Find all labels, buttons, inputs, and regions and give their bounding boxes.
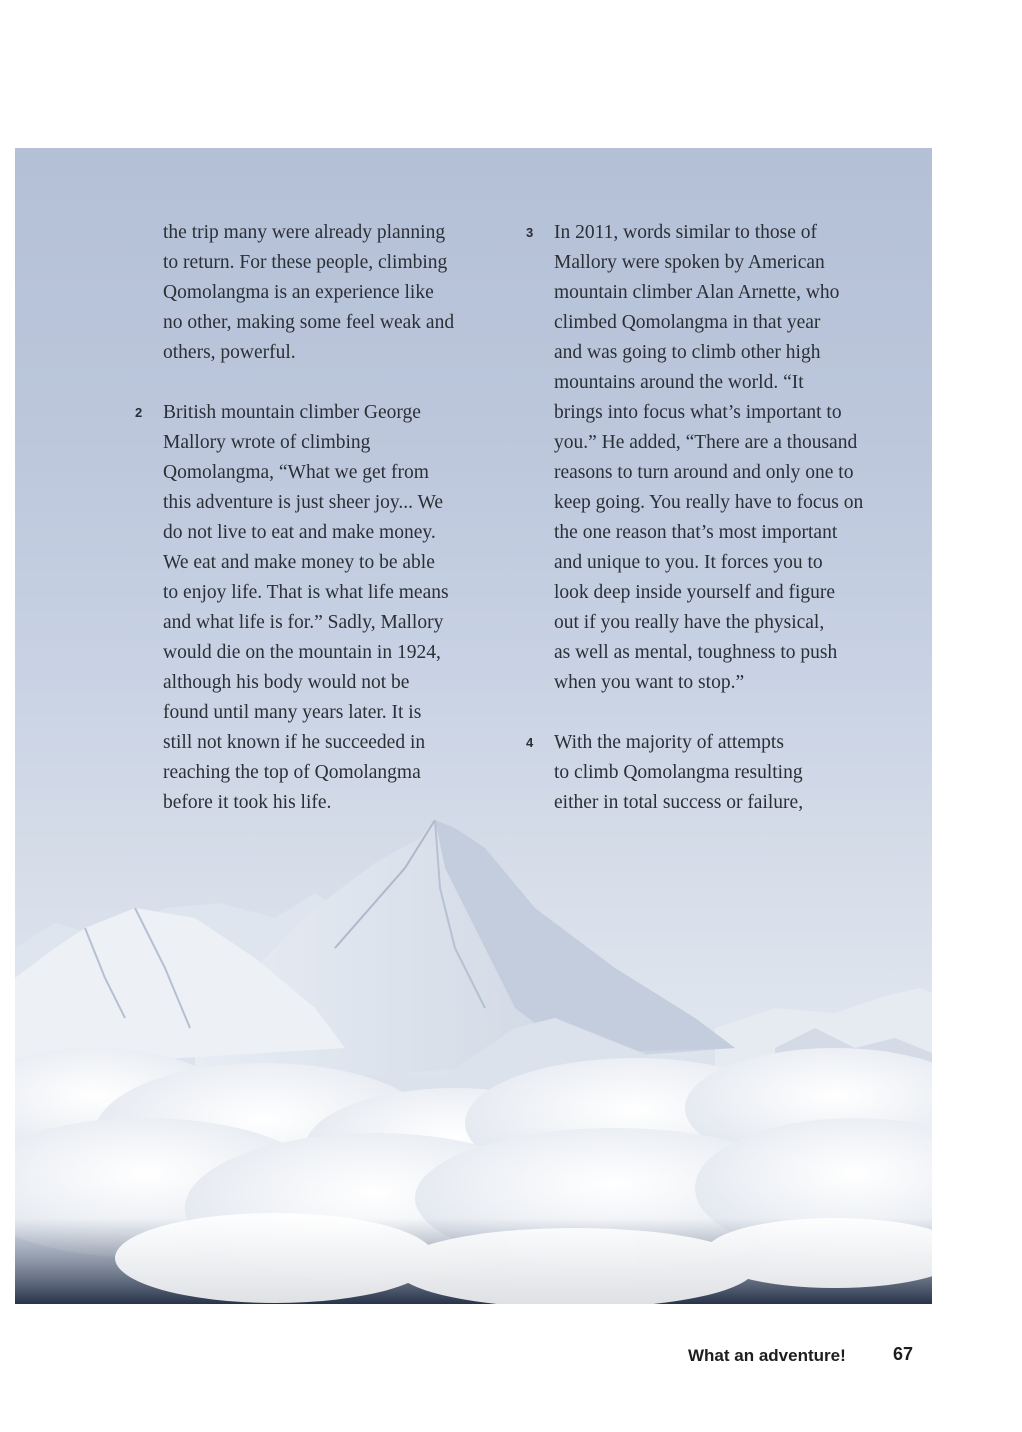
paragraph-number: 4 (526, 735, 534, 750)
paragraph-line: before it took his life. (163, 792, 332, 813)
paragraph-line: others, powerful. (163, 342, 296, 363)
paragraph-line: although his body would not be (163, 672, 410, 693)
paragraph-line: With the majority of attempts (554, 732, 784, 753)
paragraph-line: to climb Qomolangma resulting (554, 762, 803, 783)
paragraph-line: the one reason that’s most important (554, 522, 838, 543)
paragraph (163, 218, 513, 368)
paragraph-line: brings into focus what’s important to (554, 402, 842, 423)
paragraph-line: either in total success or failure, (554, 792, 804, 813)
page-number: 67 (893, 1344, 914, 1364)
paragraph (135, 398, 513, 818)
paragraph-line: to return. For these people, climbing (163, 252, 448, 273)
paragraph-line: do not live to eat and make money. (163, 522, 436, 543)
paragraph-line: the trip many were already planning (163, 222, 446, 243)
paragraph-line: reasons to turn around and only one to (554, 462, 854, 483)
paragraph-line: Mallory wrote of climbing (163, 432, 371, 453)
paragraph-line: climbed Qomolangma in that year (554, 312, 821, 333)
paragraph-line: as well as mental, toughness to push (554, 642, 838, 663)
paragraph-line: Mallory were spoken by American (554, 252, 825, 273)
paragraph-line: and unique to you. It forces you to (554, 552, 823, 573)
paragraph-line: out if you really have the physical, (554, 612, 825, 633)
paragraph-line: In 2011, words similar to those of (554, 222, 818, 243)
paragraph-line: no other, making some feel weak and (163, 312, 455, 333)
paragraph-line: reaching the top of Qomolangma (163, 762, 421, 783)
paragraph (526, 218, 904, 698)
paragraph-line: you.” He added, “There are a thousand (554, 432, 858, 453)
right-column (526, 218, 904, 848)
paragraph-line: still not known if he succeeded in (163, 732, 426, 753)
paragraph-line: We eat and make money to be able (163, 552, 435, 573)
paragraph-line: keep going. You really have to focus on (554, 492, 864, 513)
paragraph-line: mountains around the world. “It (554, 372, 804, 393)
paragraph-line: and what life is for.” Sadly, Mallory (163, 612, 444, 633)
paragraph-line: and was going to climb other high (554, 342, 821, 363)
paragraph-line: mountain climber Alan Arnette, who (554, 282, 840, 303)
paragraph-line: Qomolangma, “What we get from (163, 462, 429, 483)
footer-title: What an adventure! (688, 1346, 846, 1365)
hero-image-panel (15, 148, 932, 1304)
paragraph-line: would die on the mountain in 1924, (163, 642, 441, 663)
paragraph-line: found until many years later. It is (163, 702, 422, 723)
paragraph-line: look deep inside yourself and figure (554, 582, 836, 603)
paragraph-line: to enjoy life. That is what life means (163, 582, 449, 603)
left-column (135, 218, 513, 848)
paragraph-line: British mountain climber George (163, 402, 421, 423)
paragraph-line: this adventure is just sheer joy... We (163, 492, 444, 513)
paragraph (526, 728, 904, 818)
paragraph-number: 2 (135, 405, 143, 420)
paragraph-line: Qomolangma is an experience like (163, 282, 434, 303)
paragraph-number: 3 (526, 225, 534, 240)
paragraph-line: when you want to stop.” (554, 672, 745, 693)
